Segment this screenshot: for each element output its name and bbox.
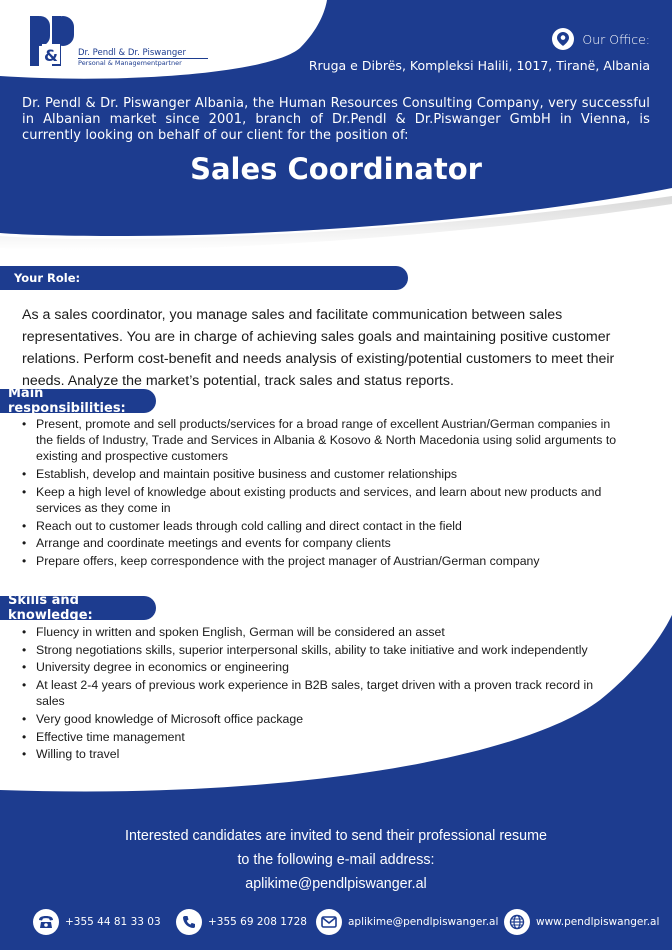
logo-company-name: Dr. Pendl & Dr. Piswanger bbox=[78, 48, 186, 58]
phone-2-text: +355 69 208 1728 bbox=[208, 916, 307, 928]
contact-bar bbox=[0, 909, 672, 937]
email-text: aplikime@pendlpiswanger.al bbox=[348, 916, 499, 928]
list-item: • Keep a high level of knowledge about existing products and services, and learn about new products and services as they come in bbox=[20, 484, 630, 516]
job-title: Sales Coordinator bbox=[190, 152, 482, 186]
skills-list bbox=[20, 624, 610, 764]
list-item: • Prepare offers, keep correspondence with the project manager of Austrian/German company bbox=[20, 553, 630, 569]
telephone-icon bbox=[33, 909, 59, 935]
office-address: Rruga e Dibrës, Kompleksi Halili, 1017, Tiranë, Albania bbox=[308, 58, 650, 73]
responsibilities-list bbox=[20, 416, 630, 571]
logo-tagline: Personal & Managementpartner bbox=[78, 59, 182, 67]
list-item: • University degree in economics or engineering bbox=[20, 659, 610, 675]
envelope-icon bbox=[316, 909, 342, 935]
list-item: • Establish, develop and maintain positive business and customer relationships bbox=[20, 466, 630, 482]
application-email[interactable]: aplikime@pendlpiswanger.al bbox=[245, 876, 427, 892]
contact-email[interactable] bbox=[316, 909, 498, 935]
list-item: • Effective time management bbox=[20, 729, 610, 745]
list-item: • Present, promote and sell products/services for a broad range of excellent Austrian/German companies in the fields of Industry, Trade and Services in Albania & Kosovo & North Macedonia using solid arguments to existing and prospective customers bbox=[20, 416, 630, 465]
logo-symbol: & bbox=[44, 46, 58, 65]
globe-icon bbox=[504, 909, 530, 935]
office-heading bbox=[309, 28, 650, 50]
list-item: • At least 2-4 years of previous work experience in B2B sales, target driven with a proven track record in sales bbox=[20, 677, 610, 709]
list-item: • Fluency in written and spoken English, German will be considered an asset bbox=[20, 624, 610, 640]
contact-phone-landline[interactable] bbox=[33, 909, 161, 935]
list-item: • Arrange and coordinate meetings and events for company clients bbox=[20, 535, 630, 551]
section-heading-skills: Skills and knowledge: bbox=[0, 596, 156, 620]
list-item: • Willing to travel bbox=[20, 746, 610, 762]
intro-paragraph: Dr. Pendl & Dr. Piswanger Albania, the Human Resources Consulting Company, very successful in Albanian market since 2001, branch of Dr.Pendl & Dr.Piswanger GmbH in Vienna, is currently looking on behalf of our client for the position of: bbox=[22, 96, 650, 143]
phone-1-text: +355 44 81 33 03 bbox=[65, 916, 161, 928]
office-label: Our Office: bbox=[582, 31, 650, 47]
instructions-line-2: to the following e-mail address: bbox=[237, 852, 435, 868]
application-instructions bbox=[0, 824, 672, 896]
location-pin-icon bbox=[552, 28, 574, 50]
mobile-phone-icon bbox=[176, 909, 202, 935]
list-item: • Very good knowledge of Microsoft office package bbox=[20, 711, 610, 727]
list-item: • Strong negotiations skills, superior interpersonal skills, ability to take initiative and work independently bbox=[20, 642, 610, 658]
list-item: • Reach out to customer leads through cold calling and direct contact in the field bbox=[20, 518, 630, 534]
company-logo bbox=[28, 14, 258, 68]
contact-phone-mobile[interactable] bbox=[176, 909, 307, 935]
website-text: www.pendlpiswanger.al bbox=[536, 916, 660, 928]
contact-website[interactable] bbox=[504, 909, 659, 935]
section-heading-responsibilities: Main responsibilities: bbox=[0, 389, 156, 413]
office-info bbox=[309, 28, 650, 73]
pp-logo-icon bbox=[28, 14, 76, 68]
instructions-line-1: Interested candidates are invited to send their professional resume bbox=[124, 828, 547, 844]
section-heading-role: Your Role: bbox=[0, 266, 408, 290]
role-description: As a sales coordinator, you manage sales and facilitate communication between sales representatives. You are in charge of achieving sales goals and maintaining positive customer relations. Perform cost-benefit and needs analysis of existing/potential customers to meet their needs. Analyze the market’s potential, track sales and status reports. bbox=[22, 307, 615, 389]
